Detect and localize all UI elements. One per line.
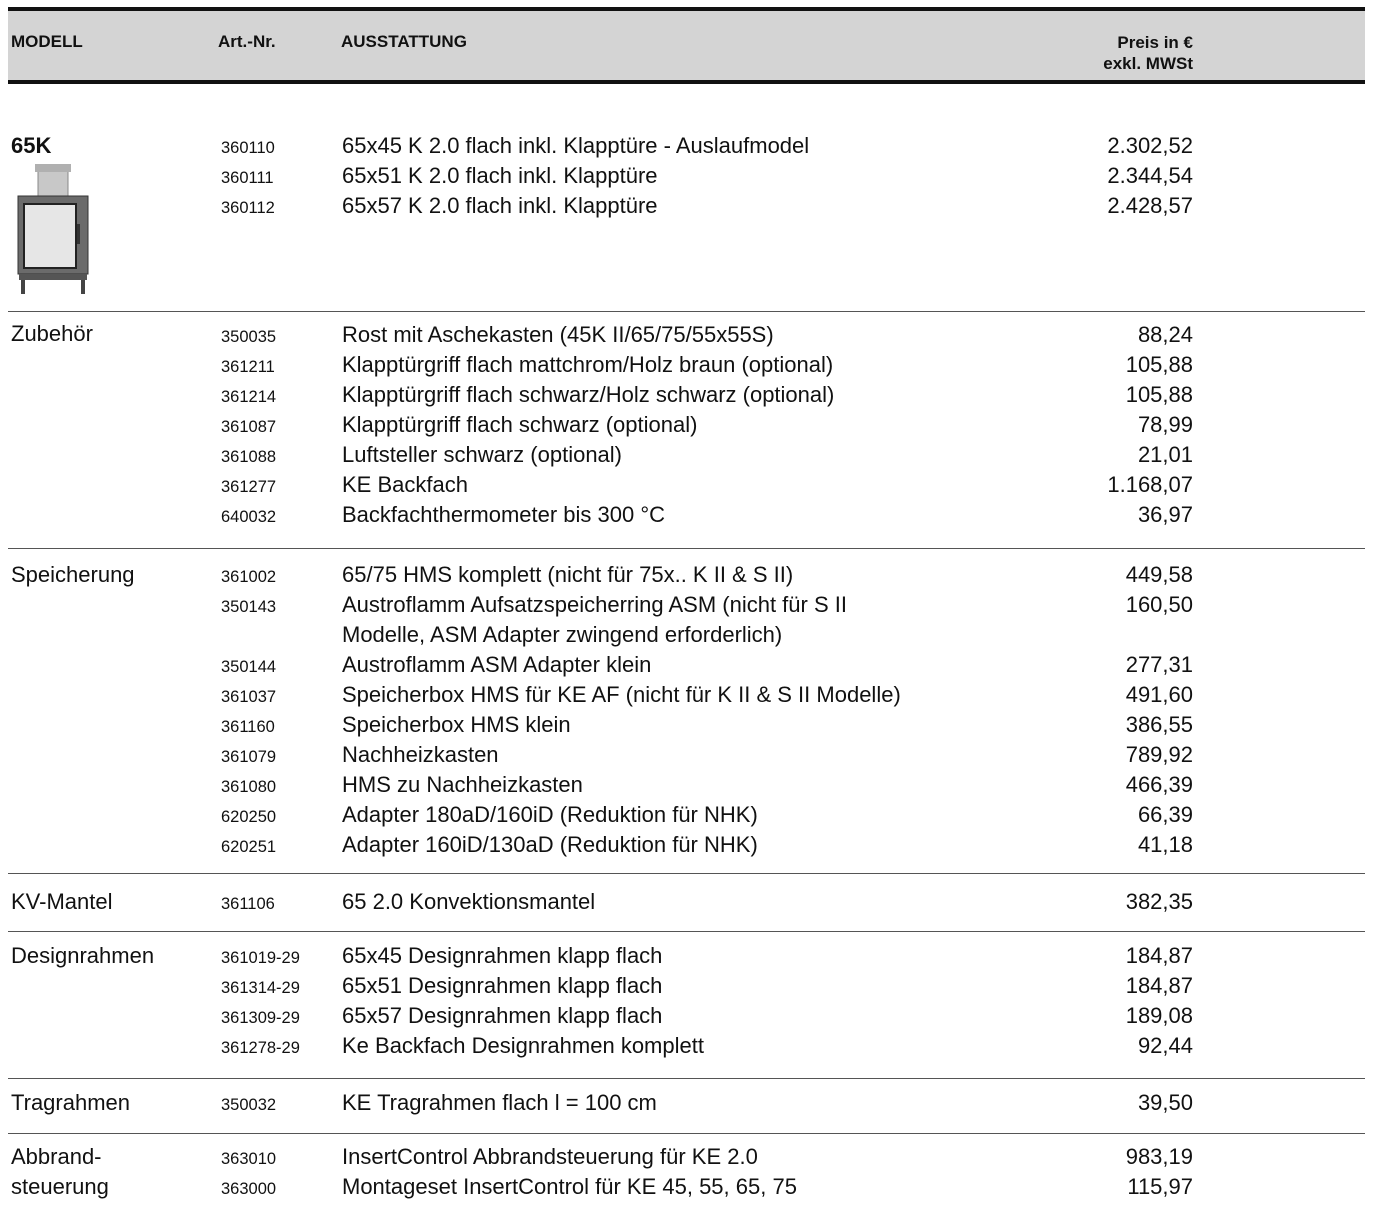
- table-row: [8, 941, 1365, 971]
- section-category: Zubehör: [11, 321, 93, 346]
- table-row: [8, 1088, 1365, 1118]
- price: 88,24: [1137, 322, 1193, 347]
- description: 65/75 HMS komplett (nicht für 75x.. K II & S II): [342, 562, 794, 587]
- description: Montageset InsertControl für KE 45, 55, 65, 75: [342, 1174, 797, 1199]
- table-row: [8, 830, 1365, 860]
- art-nr: 350035: [221, 328, 277, 346]
- table-row: [8, 320, 1365, 350]
- header-modell: MODELL: [11, 32, 83, 51]
- table-row: [8, 620, 1365, 650]
- table-row: [8, 1001, 1365, 1031]
- description: Austroflamm ASM Adapter klein: [342, 652, 652, 677]
- header-preis-line1: Preis in €: [1117, 33, 1193, 52]
- art-nr: 361214: [221, 388, 277, 406]
- art-nr: 350143: [221, 598, 277, 616]
- section-abbrandsteuerung: [8, 1133, 1365, 1209]
- table-row: [8, 740, 1365, 770]
- art-nr: 361037: [221, 688, 277, 706]
- table-row: [8, 680, 1365, 710]
- header-artnr: Art.-Nr.: [218, 32, 276, 51]
- price: 41,18: [1137, 832, 1193, 857]
- art-nr: 361087: [221, 418, 277, 436]
- table-row: [8, 500, 1365, 530]
- header-ausstattung: AUSSTATTUNG: [341, 32, 467, 51]
- price: 78,99: [1137, 412, 1193, 437]
- price: 160,50: [1125, 592, 1193, 617]
- section-category: 65K: [11, 133, 52, 158]
- description: 65 2.0 Konvektionsmantel: [342, 889, 596, 914]
- table-row: [8, 1172, 1365, 1202]
- art-nr: 360111: [221, 169, 274, 187]
- table-row: [8, 350, 1365, 380]
- table-row: [8, 560, 1365, 590]
- price: 92,44: [1137, 1033, 1193, 1058]
- price: 21,01: [1137, 442, 1193, 467]
- price: 184,87: [1125, 973, 1193, 998]
- table-row: [8, 887, 1365, 917]
- table-row: [8, 191, 1365, 221]
- price: 2.428,57: [1107, 193, 1193, 218]
- description: Klapptürgriff flach schwarz (optional): [342, 412, 698, 437]
- section-category-line2: steuerung: [11, 1174, 109, 1199]
- art-nr: 363010: [221, 1150, 277, 1168]
- description: Ke Backfach Designrahmen komplett: [342, 1033, 704, 1058]
- table-row: [8, 1031, 1365, 1061]
- price: 2.344,54: [1107, 163, 1193, 188]
- header-preis: [1103, 32, 1193, 74]
- art-nr: 360110: [221, 139, 275, 157]
- section-category: Tragrahmen: [11, 1090, 131, 1115]
- section-category: Speicherung: [11, 562, 135, 587]
- table-row: [8, 131, 1365, 161]
- table-row: [8, 650, 1365, 680]
- description: Backfachthermometer bis 300 °C: [342, 502, 666, 527]
- art-nr: 361211: [221, 358, 275, 376]
- price: 105,88: [1125, 352, 1193, 377]
- price: 36,97: [1137, 502, 1193, 527]
- description: KE Backfach: [342, 472, 468, 497]
- art-nr: 361160: [221, 718, 275, 736]
- art-nr: 361019-29: [221, 949, 300, 967]
- table-row: [8, 971, 1365, 1001]
- description: 65x51 Designrahmen klapp flach: [342, 973, 663, 998]
- price: 789,92: [1125, 742, 1193, 767]
- description: Rost mit Aschekasten (45K II/65/75/55x55S): [342, 322, 774, 347]
- art-nr: 363000: [221, 1180, 277, 1198]
- table-row: [8, 440, 1365, 470]
- price: 2.302,52: [1107, 133, 1193, 158]
- price: 491,60: [1125, 682, 1193, 707]
- art-nr: 361314-29: [221, 979, 300, 997]
- section-zubehoer: [8, 311, 1365, 549]
- art-nr: 361079: [221, 748, 277, 766]
- description: HMS zu Nachheizkasten: [342, 772, 583, 797]
- description: 65x45 Designrahmen klapp flach: [342, 943, 663, 968]
- table-row: [8, 410, 1365, 440]
- table-header: [8, 7, 1365, 84]
- art-nr: 361088: [221, 448, 277, 466]
- table-row: [8, 770, 1365, 800]
- price: 184,87: [1125, 943, 1193, 968]
- price: 449,58: [1125, 562, 1193, 587]
- description: Luftsteller schwarz (optional): [342, 442, 623, 467]
- description: Adapter 180aD/160iD (Reduktion für NHK): [342, 802, 758, 827]
- art-nr: 620250: [221, 808, 277, 826]
- description: 65x45 K 2.0 flach inkl. Klapptüre - Auslaufmodel: [342, 133, 810, 158]
- section-category: Abbrand-: [11, 1144, 102, 1169]
- description: Speicherbox HMS für KE AF (nicht für K II & S II Modelle): [342, 682, 901, 707]
- art-nr: 361002: [221, 568, 277, 586]
- price: 983,19: [1125, 1144, 1193, 1169]
- art-nr: 350144: [221, 658, 277, 676]
- description: KE Tragrahmen flach l = 100 cm: [342, 1090, 657, 1115]
- section-category: KV-Mantel: [11, 889, 113, 914]
- art-nr: 361277: [221, 478, 277, 496]
- price: 115,97: [1127, 1174, 1193, 1199]
- price: 189,08: [1125, 1003, 1193, 1028]
- table-row: [8, 380, 1365, 410]
- price: 386,55: [1125, 712, 1193, 737]
- description: Speicherbox HMS klein: [342, 712, 571, 737]
- price: 66,39: [1137, 802, 1193, 827]
- section-65k: [8, 131, 1365, 311]
- art-nr: 361278-29: [221, 1039, 300, 1057]
- section-category: Designrahmen: [11, 943, 155, 968]
- section-designrahmen: [8, 931, 1365, 1079]
- description: 65x57 K 2.0 flach inkl. Klapptüre: [342, 193, 658, 218]
- art-nr: 360112: [221, 199, 275, 217]
- description: Modelle, ASM Adapter zwingend erforderlich): [342, 622, 783, 647]
- section-kv-mantel: [8, 873, 1365, 932]
- price: 1.168,07: [1107, 472, 1193, 497]
- price: 39,50: [1137, 1090, 1193, 1115]
- price: 466,39: [1125, 772, 1193, 797]
- description: Nachheizkasten: [342, 742, 499, 767]
- table-row: [8, 590, 1365, 620]
- price: 105,88: [1125, 382, 1193, 407]
- description: 65x57 Designrahmen klapp flach: [342, 1003, 663, 1028]
- section-tragrahmen: [8, 1078, 1365, 1134]
- table-row: [8, 710, 1365, 740]
- art-nr: 361106: [221, 895, 275, 913]
- section-speicherung: [8, 548, 1365, 874]
- table-row: [8, 1142, 1365, 1172]
- description: Adapter 160iD/130aD (Reduktion für NHK): [342, 832, 758, 857]
- table-row: [8, 161, 1365, 191]
- art-nr: 620251: [221, 838, 277, 856]
- art-nr: 640032: [221, 508, 277, 526]
- description: Klapptürgriff flach schwarz/Holz schwarz (optional): [342, 382, 835, 407]
- description: Austroflamm Aufsatzspeicherring ASM (nicht für S II: [342, 592, 847, 617]
- description: Klapptürgriff flach mattchrom/Holz braun (optional): [342, 352, 834, 377]
- table-row: [8, 800, 1365, 830]
- description: InsertControl Abbrandsteuerung für KE 2.0: [342, 1144, 758, 1169]
- art-nr: 361309-29: [221, 1009, 300, 1027]
- header-preis-line2: exkl. MWSt: [1103, 54, 1193, 73]
- price: 382,35: [1125, 889, 1193, 914]
- art-nr: 350032: [221, 1096, 277, 1114]
- art-nr: 361080: [221, 778, 277, 796]
- table-row: [8, 470, 1365, 500]
- price: 277,31: [1125, 652, 1193, 677]
- description: 65x51 K 2.0 flach inkl. Klapptüre: [342, 163, 658, 188]
